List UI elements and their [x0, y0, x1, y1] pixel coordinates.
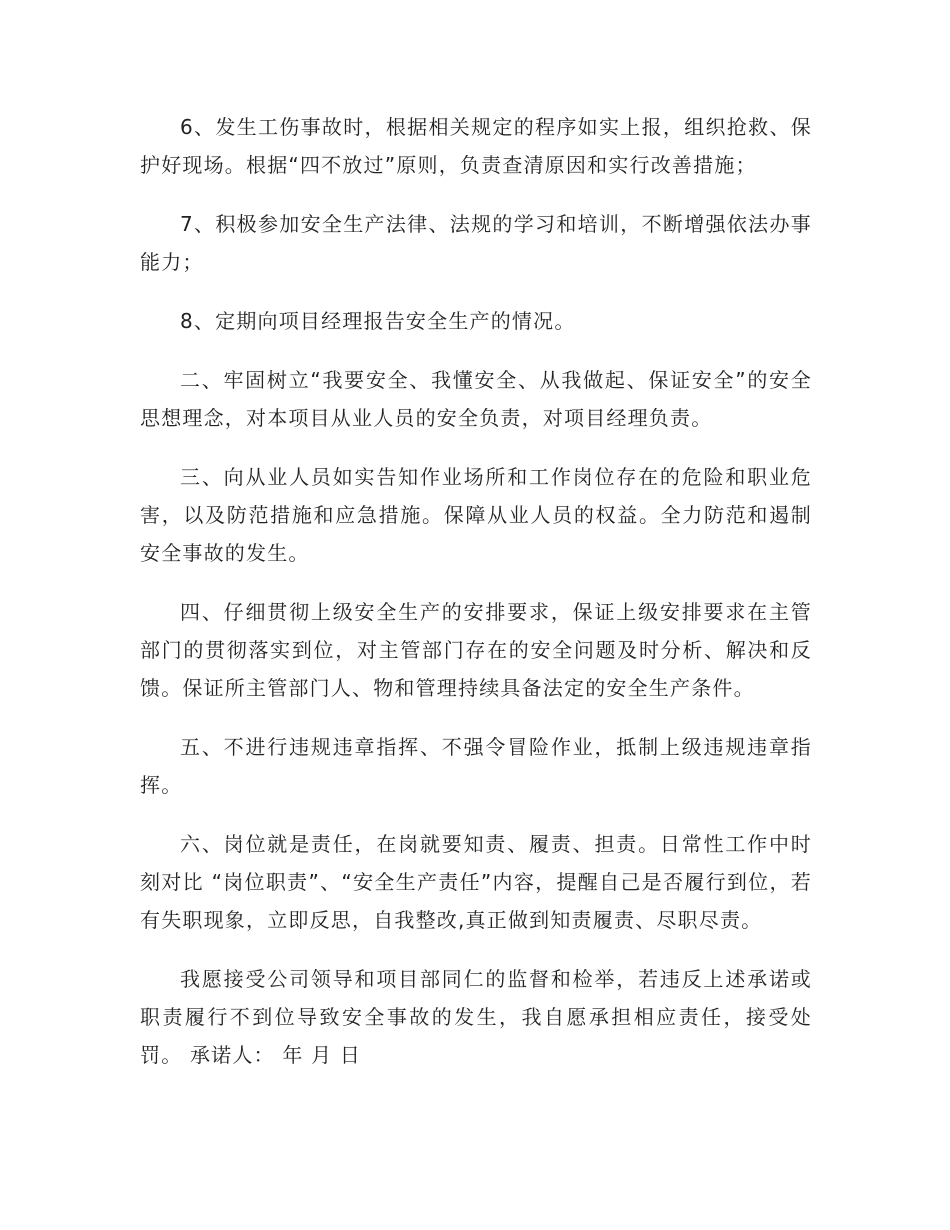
paragraph-section-2: 二、牢固树立“我要安全、我懂安全、从我做起、保证安全”的安全思想理念，对本项目从业人员的安全负责，对项目经理负责。 — [140, 368, 812, 430]
paragraph-section-4: 四、仔细贯彻上级安全生产的安排要求，保证上级安排要求在主管部门的贯彻落实到位，对主管部门存在的安全问题及时分析、解决和反馈。保证所主管部门人、物和管理持续具备法定的安全生产条件。 — [140, 600, 812, 700]
paragraph-item-7: 7、积极参加安全生产法律、法规的学习和培训，不断增强依法办事能力； — [140, 212, 812, 274]
commitment-signature-paragraph: 我愿接受公司领导和项目部同仁的监督和检举，若违反上述承诺或职责履行不到位导致安全事故的发生，我自愿承担相应责任，接受处罚。 承诺人： 年 月 日 — [140, 967, 812, 1067]
paragraph-section-3: 三、向从业人员如实告知作业场所和工作岗位存在的危险和职业危害，以及防范措施和应急措施。保障从业人员的权益。全力防范和遏制安全事故的发生。 — [140, 465, 812, 565]
document-body — [140, 108, 812, 1074]
paragraph-item-8: 8、定期向项目经理报告安全生产的情况。 — [180, 309, 576, 333]
paragraph-item-6: 6、发生工伤事故时，根据相关规定的程序如实上报，组织抢救、保护好现场。根据“四不放过”原则，负责查清原因和实行改善措施； — [140, 115, 812, 177]
paragraph-section-5: 五、不进行违规违章指挥、不强令冒险作业，抵制上级违规违章指挥。 — [140, 735, 812, 797]
paragraph-section-6: 六、岗位就是责任，在岗就要知责、履责、担责。日常性工作中时刻对比 “岗位职责”、“安全生产责任”内容，提醒自己是否履行到位，若有失职现象，立即反思，自我整改,真正做到知责履责、尽职尽责。 — [140, 832, 812, 932]
